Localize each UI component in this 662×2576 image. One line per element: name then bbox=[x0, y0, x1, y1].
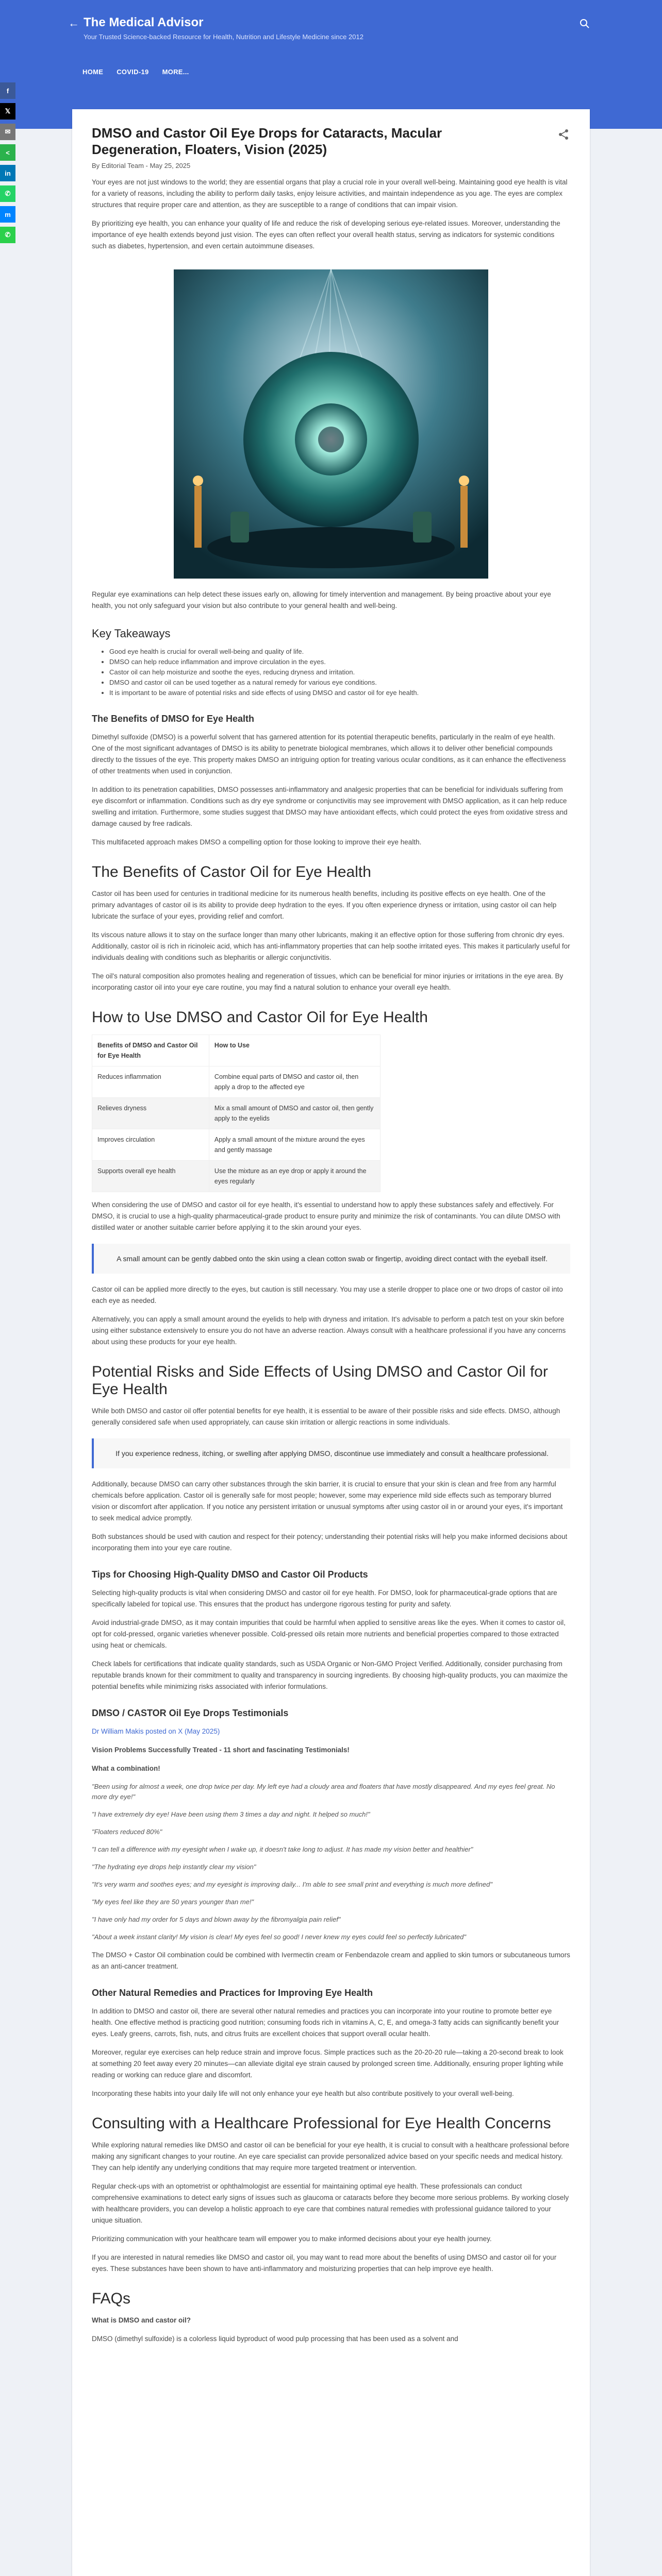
table-row bbox=[92, 1098, 380, 1129]
risks-paragraph-3: Both substances should be used with caution and respect for their potency; understanding their potential risks will help you make informed decisions about incorporating them into your eye care routine. bbox=[92, 1533, 568, 1552]
facebook-share-icon[interactable]: f bbox=[0, 82, 15, 99]
castor-benefits-heading: The Benefits of Castor Oil for Eye Health bbox=[92, 863, 371, 880]
table-header: Benefits of DMSO and Castor Oil for Eye Health bbox=[92, 1035, 209, 1066]
consult-paragraph-2: Regular check-ups with an optometrist or ophthalmologist are essential for maintaining optimal eye health. These professionals can conduct comprehensive examinations to detect early signs of issues such as glaucoma or cataracts before they become more serious problems. By working closely with healthcare providers, you can develop a holistic approach to eye care that combines natural remedies with professional guidance tailored to your unique situation. bbox=[92, 2182, 569, 2224]
nav-home[interactable]: HOME bbox=[82, 68, 104, 76]
nav-covid[interactable]: COVID-19 bbox=[117, 68, 149, 76]
table-cell: Use the mixture as an eye drop or apply it around the eyes regularly bbox=[209, 1161, 380, 1192]
castor-paragraph-3: The oil's natural composition also promotes healing and regeneration of tissues, which can be beneficial for minor injuries or irritations in the eye area. By incorporating castor oil into your eye care routine, you may find a natural solution to enhance your overall eye health. bbox=[92, 972, 564, 991]
email-share-icon[interactable]: ✉ bbox=[0, 124, 15, 140]
share-icon-generic[interactable]: < bbox=[0, 144, 15, 161]
table-cell: Combine equal parts of DMSO and castor oil, then apply a drop to the affected eye bbox=[209, 1066, 380, 1098]
key-takeaways-list bbox=[92, 647, 570, 698]
consult-heading: Consulting with a Healthcare Professional for Eye Health Concerns bbox=[92, 2115, 551, 2132]
consult-paragraph-1: While exploring natural remedies like DMSO and castor oil can be beneficial for your eye health, it is crucial to consult with a healthcare professional before making any significant changes to your routine. An eye care specialist can provide personalized advice based on your specific needs and medical history. They can help identify any underlying conditions that may require more targeted treatment or intervention. bbox=[92, 2141, 569, 2172]
linkedin-share-icon[interactable]: in bbox=[0, 165, 15, 181]
tips-heading: Tips for Choosing High-Quality DMSO and Castor Oil Products bbox=[92, 1569, 368, 1580]
benefits-table bbox=[92, 1035, 380, 1192]
other-remedies-heading: Other Natural Remedies and Practices for Improving Eye Health bbox=[92, 1988, 373, 1998]
testimonial-quote: "The hydrating eye drops help instantly clear my vision" bbox=[92, 1863, 256, 1871]
testimonial-quote: "It's very warm and soothes eyes; and my eyesight is improving daily... I'm able to see small print and everything is much more defined" bbox=[92, 1880, 492, 1888]
testimonial-quote: "I have only had my order for 5 days and blown away by the fibromyalgia pain relief" bbox=[92, 1916, 341, 1923]
post-title: DMSO and Castor Oil Eye Drops for Cataracts, Macular Degeneration, Floaters, Vision (2025) bbox=[92, 125, 442, 157]
back-arrow-icon[interactable]: ← bbox=[68, 16, 79, 29]
how-to-use-heading: How to Use DMSO and Castor Oil for Eye Health bbox=[92, 1009, 428, 1026]
consult-paragraph-3: Prioritizing communication with your healthcare team will empower you to make informed decisions about your eye health journey. bbox=[92, 2235, 492, 2243]
site-title[interactable]: The Medical Advisor bbox=[84, 15, 204, 29]
tips-paragraph-2: Avoid industrial-grade DMSO, as it may contain impurities that could be harmful when applied to sensitive areas like the eyes. When it comes to castor oil, opt for cold-pressed, organic varieties whenever possible. Cold-pressed oils retain more nutrients and beneficial properties compared to those extracted using heat or chemicals. bbox=[92, 1619, 566, 1649]
list-item: • DMSO and castor oil can be used together as a natural remedy for various eye conditions. bbox=[109, 677, 570, 688]
key-takeaways-heading: Key Takeaways bbox=[92, 627, 171, 640]
search-icon[interactable] bbox=[580, 19, 590, 29]
other-paragraph-2: Moreover, regular eye exercises can help reduce strain and improve focus. Simple practices such as the 20-20-20 rule—taking a 20-second break to look at something 20 feet away every 20 minutes—can alleviate digital eye strain caused by prolonged screen time. Additionally, ensuring proper lighting while reading or working can reduce glare and discomfort. bbox=[92, 2048, 564, 2079]
dmso-paragraph-3: This multifaceted approach makes DMSO a compelling option for those looking to improve their eye health. bbox=[92, 838, 422, 846]
faq-question: What is DMSO and castor oil? bbox=[92, 2316, 191, 2324]
site-tagline: Your Trusted Science-backed Resource for Health, Nutrition and Lifestyle Medicine since 2012 bbox=[84, 33, 363, 41]
list-item: • It is important to be aware of potential risks and side effects of using DMSO and castor oil for eye health. bbox=[109, 688, 570, 698]
vision-problems-line: Vision Problems Successfully Treated - 11 short and fascinating Testimonials! bbox=[92, 1746, 350, 1754]
post-card bbox=[72, 109, 590, 2576]
dmso-paragraph-2: In addition to its penetration capabilities, DMSO possesses anti-inflammatory and analgesic properties that can be beneficial for individuals suffering from eye discomfort or inflammation. Conditions such as dry eye syndrome or conjunctivitis may see improvement with DMSO application, as it can help reduce swelling and irritation. Furthermore, some studies suggest that DMSO may have antioxidant effects, which could protect the eyes from oxidative stress and damage caused by free radicals. bbox=[92, 786, 568, 827]
howto-paragraph-3: Alternatively, you can apply a small amount around the eyelids to help with dryness and irritation. It's advisable to perform a patch test on your skin before using either substance extensively to ensure you do not have an adverse reaction. Always consult with a healthcare professional if you have any concerns about using these products for your eye health. bbox=[92, 1315, 566, 1346]
combo-paragraph: The DMSO + Castor Oil combination could be combined with Ivermectin cream or Fenbendazole cream and applied to skin tumors or subcutaneous tumors as an anti-cancer treatment. bbox=[92, 1951, 570, 1970]
share-icon[interactable] bbox=[558, 129, 569, 140]
post-byline: By Editorial Team - May 25, 2025 bbox=[92, 162, 191, 170]
intro-paragraph-3: Regular eye examinations can help detect these issues early on, allowing for timely intervention and management. By being proactive about your eye health, you not only safeguard your vision but also contribute to your general health and well-being. bbox=[92, 590, 551, 609]
risks-heading: Potential Risks and Side Effects of Using DMSO and Castor Oil for Eye Health bbox=[92, 1363, 548, 1398]
table-row bbox=[92, 1129, 380, 1161]
table-header: How to Use bbox=[209, 1035, 380, 1066]
testimonials-byline[interactable]: Dr William Makis posted on X (May 2025) bbox=[92, 1727, 220, 1735]
howto-paragraph-2: Castor oil can be applied more directly to the eyes, but caution is still necessary. You may use a sterile dropper to place one or two drops of castor oil into each eye as needed. bbox=[92, 1285, 563, 1304]
main-nav bbox=[82, 68, 189, 83]
table-cell: Improves circulation bbox=[92, 1129, 209, 1161]
table-cell: Reduces inflammation bbox=[92, 1066, 209, 1098]
callout-quote: A small amount can be gently dabbed onto the skin using a clean cotton swab or fingertip, avoiding direct contact with the eyeball itself. bbox=[92, 1244, 570, 1274]
testimonial-quote: "Floaters reduced 80%" bbox=[92, 1828, 162, 1836]
testimonial-quote: "Been using for almost a week, one drop twice per day. My left eye had a cloudy area and floaters that have mostly disappeared. And my eyes feel great. No more dry eye!" bbox=[92, 1783, 555, 1801]
list-item: • DMSO can help reduce inflammation and improve circulation in the eyes. bbox=[109, 657, 570, 667]
tips-paragraph-1: Selecting high-quality products is vital when considering DMSO and castor oil for eye health. For DMSO, look for pharmaceutical-grade options that are specifically labeled for topical use. This ensures that the product has undergone rigorous testing for purity and safety. bbox=[92, 1589, 557, 1608]
intro-paragraph-1: Your eyes are not just windows to the world; they are essential organs that play a crucial role in your overall well-being. Maintaining good eye health is vital for a variety of reasons, including the ability to perform daily tasks, enjoy leisure activities, and maintain independence as you age. The eyes are complex structures that require proper care and attention, as they are susceptible to a range of conditions that can impair vision. bbox=[92, 178, 568, 209]
x-share-icon[interactable]: 𝕏 bbox=[0, 103, 15, 120]
intro-paragraph-2: By prioritizing eye health, you can enhance your quality of life and reduce the risk of developing serious eye-related issues. Moreover, understanding the importance of eye health extends beyond just vision. The eyes can often reflect your overall health status, serving as indicators for systemic conditions such as diabetes, hypertension, and even certain autoimmune diseases. bbox=[92, 219, 560, 250]
hero-eye-image bbox=[174, 269, 488, 579]
whatsapp-share-icon[interactable]: ✆ bbox=[0, 185, 15, 202]
dmso-benefits-heading: The Benefits of DMSO for Eye Health bbox=[92, 714, 255, 724]
risks-paragraph-1: While both DMSO and castor oil offer potential benefits for eye health, it is essential to be aware of their possible risks and side effects. DMSO, although generally considered safe when used appropriately, can cause skin irritation or allergic reactions in some individuals. bbox=[92, 1407, 560, 1426]
share-rail bbox=[0, 82, 15, 247]
castor-paragraph-2: Its viscous nature allows it to stay on the surface longer than many other lubricants, making it an effective option for those suffering from chronic dry eyes. Additionally, castor oil is rich in ricinoleic acid, which has anti-inflammatory properties that can help soothe irritated eyes. This makes it particularly useful for individuals dealing with conditions such as blepharitis or allergic conjunctivitis. bbox=[92, 931, 570, 961]
testimonials-heading: DMSO / CASTOR Oil Eye Drops Testimonials bbox=[92, 1708, 289, 1718]
table-cell: Supports overall eye health bbox=[92, 1161, 209, 1192]
testimonial-quote: "About a week instant clarity! My vision is clear! My eyes feel so good! I never knew my eyes could feel so perfectly lubricated" bbox=[92, 1933, 467, 1941]
testimonial-quote: "My eyes feel like they are 50 years younger than me!" bbox=[92, 1898, 254, 1906]
dmso-paragraph-1: Dimethyl sulfoxide (DMSO) is a powerful solvent that has garnered attention for its potential therapeutic benefits, particularly in the realm of eye health. One of the most significant advantages of DMSO is its ability to penetrate biological membranes, which allows it to deliver other beneficial compounds directly to the tissues of the eye. This property makes DMSO an intriguing option for treating various ocular conditions, as it can enhance the effectiveness of other treatments when used in conjunction. bbox=[92, 733, 566, 775]
list-item: • Good eye health is crucial for overall well-being and quality of life. bbox=[109, 647, 570, 657]
callout-quote: If you experience redness, itching, or swelling after applying DMSO, discontinue use immediately and consult a healthcare professional. bbox=[92, 1438, 570, 1468]
other-paragraph-3: Incorporating these habits into your daily life will not only enhance your eye health but also contribute positively to your overall well-being. bbox=[92, 2090, 514, 2097]
table-row bbox=[92, 1066, 380, 1098]
other-paragraph-1: In addition to DMSO and castor oil, there are several other natural remedies and practices you can incorporate into your routine to promote better eye health. One effective method is practicing good nutrition; consuming foods rich in vitamins A, C, E, and omega-3 fatty acids can significantly benefit your eyes. Leafy greens, carrots, fish, nuts, and citrus fruits are excellent choices that support overall ocular health. bbox=[92, 2007, 559, 2038]
faq-answer: DMSO (dimethyl sulfoxide) is a colorless liquid byproduct of wood pulp processing that has been used as a solvent and bbox=[92, 2335, 458, 2343]
list-item: • Castor oil can help moisturize and soothe the eyes, reducing dryness and irritation. bbox=[109, 667, 570, 677]
table-cell: Apply a small amount of the mixture around the eyes and gently massage bbox=[209, 1129, 380, 1161]
risks-paragraph-2: Additionally, because DMSO can carry other substances through the skin barrier, it is crucial to ensure that your skin is clean and free from any harmful chemicals before application. Castor oil is generally safe for most people; however, some may experience mild side effects such as temporary blurred vision or discomfort after application. If you notice any persistent irritation or unusual symptoms after using castor oil in or around your eyes, it's important to seek medical advice promptly. bbox=[92, 1480, 563, 1522]
howto-paragraph-1: When considering the use of DMSO and castor oil for eye health, it's essential to understand how to apply these substances safely and effectively. For DMSO, it is crucial to use a high-quality pharmaceutical-grade product to ensure purity and minimize the risk of contaminants. You can dilute DMSO with distilled water or another suitable carrier before applying it to the skin around your eyes. bbox=[92, 1201, 560, 1231]
table-cell: Relieves dryness bbox=[92, 1098, 209, 1129]
nav-more[interactable]: MORE... bbox=[162, 68, 189, 76]
phone-share-icon[interactable]: ✆ bbox=[0, 227, 15, 243]
messenger-share-icon[interactable]: m bbox=[0, 206, 15, 223]
testimonial-quote: "I can tell a difference with my eyesight when I wake up, it doesn't take long to adjust. It has made my vision better and healthier" bbox=[92, 1845, 473, 1853]
combination-line: What a combination! bbox=[92, 1765, 160, 1772]
testimonial-quote: "I have extremely dry eye! Have been using them 3 times a day and night. It helped so much!" bbox=[92, 1810, 370, 1818]
tips-paragraph-3: Check labels for certifications that indicate quality standards, such as USDA Organic or Non-GMO Project Verified. Additionally, consider purchasing from reputable brands known for their commitment to quality and transparency in sourcing ingredients. By choosing high-quality products, you can maximize the potential benefits while minimizing risks associated with inferior formulations. bbox=[92, 1660, 568, 1690]
top-bar bbox=[62, 10, 600, 41]
table-row bbox=[92, 1161, 380, 1192]
consult-paragraph-4: If you are interested in natural remedies like DMSO and castor oil, you may want to read more about the benefits of using DMSO and castor oil for your eyes. These substances have been shown to have anti-inflammatory and moisturizing properties that can help improve eye health. bbox=[92, 2253, 557, 2273]
castor-paragraph-1: Castor oil has been used for centuries in traditional medicine for its numerous health benefits, including its positive effects on eye health. One of the primary advantages of castor oil is its ability to provide deep hydration to the eyes. If you often experience dryness or irritation, using castor oil can help lubricate the surface of your eyes, providing relief and comfort. bbox=[92, 890, 557, 920]
faqs-heading: FAQs bbox=[92, 2290, 131, 2307]
table-cell: Mix a small amount of DMSO and castor oil, then gently apply to the eyelids bbox=[209, 1098, 380, 1129]
